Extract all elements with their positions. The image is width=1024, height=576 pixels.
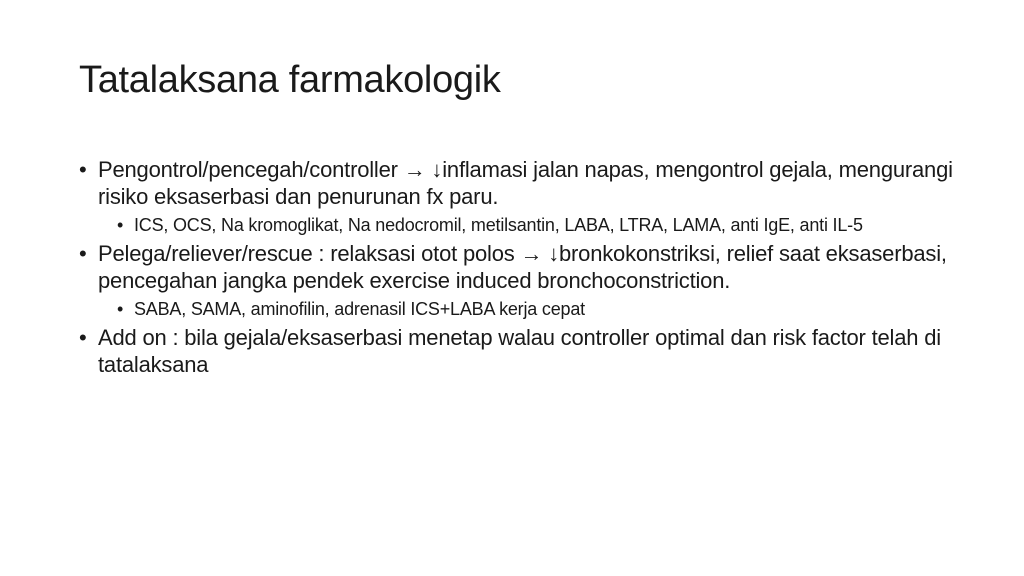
bullet-item-controller [79,156,959,210]
bullet-item-reliever [79,240,959,294]
reliever-text-lead: Pelega/reliever/rescue : relaksasi otot polos [98,241,521,266]
sub-bullet-reliever-drugs [117,297,959,321]
bullet-list [79,156,959,381]
reliever-text-rest: bronkokonstriksi, relief saat eksaserbasi, pencegahan jangka pendek exercise induced bronchoconstriction. [98,241,947,293]
bullet-icon: • [79,241,87,266]
bullet-icon: • [117,299,124,319]
right-arrow-icon: → [520,241,543,266]
controller-text-lead: Pengontrol/pencegah/controller [98,157,404,182]
slide-title: Tatalaksana farmakologik [79,59,501,101]
bullet-icon: • [117,215,124,235]
bullet-icon: • [79,157,87,182]
controller-text-rest: inflamasi jalan napas, mengontrol gejala, mengurangi risiko eksaserbasi dan penurunan fx paru. [98,157,953,209]
bullet-item-add-on [79,324,959,378]
down-arrow-icon: ↓ [548,241,560,266]
reliever-drugs-text: SABA, SAMA, aminofilin, adrenasil ICS+LABA kerja cepat [134,299,585,319]
right-arrow-icon: → [403,157,426,182]
down-arrow-icon: ↓ [431,157,443,182]
sub-bullet-controller-drugs [117,213,959,237]
add-on-text: Add on : bila gejala/eksaserbasi menetap walau controller optimal dan risk factor telah di tatalaksana [98,325,941,377]
controller-drugs-text: ICS, OCS, Na kromoglikat, Na nedocromil, metilsantin, LABA, LTRA, LAMA, anti IgE, anti IL-5 [134,215,863,235]
bullet-icon: • [79,325,87,350]
